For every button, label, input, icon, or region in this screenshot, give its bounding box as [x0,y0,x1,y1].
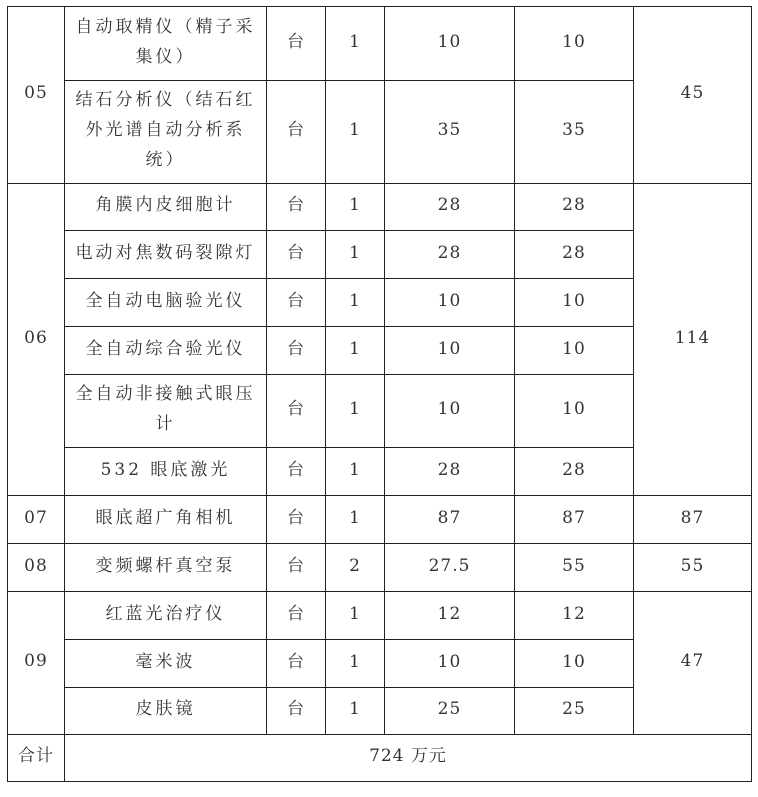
unit-cell: 台 [267,640,326,688]
amount-cell: 55 [515,544,634,592]
unit-price-cell: 27.5 [385,544,515,592]
item-name-cell: 皮肤镜 [65,688,267,735]
unit-cell: 台 [267,7,326,81]
quantity-cell: 1 [326,81,385,184]
group-number-cell: 06 [8,184,65,496]
amount-cell: 87 [515,496,634,544]
group-number-cell: 07 [8,496,65,544]
unit-price-cell: 10 [385,375,515,448]
unit-cell: 台 [267,592,326,640]
quantity-cell: 1 [326,640,385,688]
table-row [8,592,752,640]
table-row [8,496,752,544]
group-number-cell: 05 [8,7,65,184]
unit-cell: 台 [267,688,326,735]
table-row [8,184,752,231]
quantity-cell: 1 [326,375,385,448]
amount-cell: 10 [515,327,634,375]
amount-cell: 12 [515,592,634,640]
unit-cell: 台 [267,184,326,231]
quantity-cell: 1 [326,592,385,640]
unit-price-cell: 28 [385,184,515,231]
item-name-cell: 电动对焦数码裂隙灯 [65,231,267,279]
item-name-cell: 全自动非接触式眼压计 [65,375,267,448]
unit-price-cell: 12 [385,592,515,640]
unit-price-cell: 10 [385,7,515,81]
item-name-cell: 532 眼底激光 [65,448,267,496]
quantity-cell: 1 [326,231,385,279]
total-value-cell: 724 万元 [65,735,752,782]
item-name-cell: 角膜内皮细胞计 [65,184,267,231]
item-name-cell: 全自动综合验光仪 [65,327,267,375]
item-name-cell: 毫米波 [65,640,267,688]
subtotal-cell: 55 [634,544,752,592]
amount-cell: 10 [515,375,634,448]
quantity-cell: 1 [326,7,385,81]
quantity-cell: 1 [326,688,385,735]
quantity-cell: 1 [326,327,385,375]
item-name-cell: 变频螺杆真空泵 [65,544,267,592]
subtotal-cell: 47 [634,592,752,735]
amount-cell: 10 [515,640,634,688]
quantity-cell: 1 [326,184,385,231]
amount-cell: 28 [515,231,634,279]
unit-cell: 台 [267,327,326,375]
unit-price-cell: 87 [385,496,515,544]
unit-price-cell: 35 [385,81,515,184]
subtotal-cell: 114 [634,184,752,496]
group-number-cell: 08 [8,544,65,592]
quantity-cell: 1 [326,496,385,544]
amount-cell: 28 [515,184,634,231]
quantity-cell: 1 [326,279,385,327]
unit-cell: 台 [267,448,326,496]
unit-cell: 台 [267,496,326,544]
table-row [8,7,752,81]
amount-cell: 25 [515,688,634,735]
unit-price-cell: 28 [385,448,515,496]
amount-cell: 35 [515,81,634,184]
item-name-cell: 眼底超广角相机 [65,496,267,544]
item-name-cell: 全自动电脑验光仪 [65,279,267,327]
unit-price-cell: 10 [385,640,515,688]
unit-cell: 台 [267,231,326,279]
unit-cell: 台 [267,81,326,184]
item-name-cell: 结石分析仪（结石红外光谱自动分析系统） [65,81,267,184]
unit-cell: 台 [267,279,326,327]
amount-cell: 28 [515,448,634,496]
quantity-cell: 1 [326,448,385,496]
total-label-cell: 合计 [8,735,65,782]
unit-price-cell: 28 [385,231,515,279]
total-row [8,735,752,782]
amount-cell: 10 [515,7,634,81]
unit-cell: 台 [267,544,326,592]
item-name-cell: 红蓝光治疗仪 [65,592,267,640]
unit-price-cell: 10 [385,279,515,327]
unit-price-cell: 25 [385,688,515,735]
subtotal-cell: 45 [634,7,752,184]
group-number-cell: 09 [8,592,65,735]
unit-price-cell: 10 [385,327,515,375]
amount-cell: 10 [515,279,634,327]
item-name-cell: 自动取精仪（精子采集仪） [65,7,267,81]
quantity-cell: 2 [326,544,385,592]
subtotal-cell: 87 [634,496,752,544]
equipment-table [7,6,752,782]
table-row [8,544,752,592]
unit-cell: 台 [267,375,326,448]
